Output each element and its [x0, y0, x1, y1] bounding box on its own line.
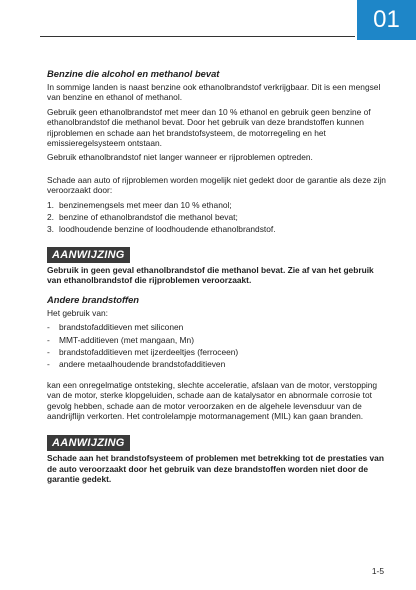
note-text: Schade aan het brandstofsysteem of problemen met betrekking tot de prestaties van de auto veroorzaakt door het gebruik van deze brandstoffen worden niet door de garantie gedekt. — [47, 453, 384, 485]
list-item: 1. benzinemengsels met meer dan 10 % ethanol; — [47, 199, 232, 210]
paragraph: Gebruik ethanolbrandstof niet langer wanneer er rijproblemen optreden. — [47, 152, 313, 163]
header-rule — [40, 36, 355, 37]
note-text: Gebruik in geen geval ethanolbrandstof die methanol bevat. Zie af van het gebruik van ethanolbrandstof die rijproblemen veroorzaakt. — [47, 264, 374, 286]
list-item: 3. loodhoudende benzine of loodhoudende ethanolbrandstof. — [47, 224, 276, 235]
paragraph: kan een onregelmatige ontsteking, slechte acceleratie, afslaan van de motor, verstopping van de motor, sterke klopgeluiden, schade aan de katalysator en abnormale corrosie tot gevolg hebben, schade aan de motor veroorzaken en de algehele levensduur van de aandrijflijn verkorten. Het controlelampje motormanagement (MIL) kan gaan branden. — [47, 379, 378, 421]
paragraph: Gebruik geen ethanolbrandstof met meer dan 10 % ethanol en gebruik geen benzine of ethanolbrandstof die methanol bevat. Door het gebruik van deze brandstoffen kunnen rijproblemen en schade aan het brandstofsysteem, de motorregeling en het emissieregelsysteem ontstaan. — [47, 106, 371, 149]
warranty-intro: Schade aan auto of rijproblemen worden mogelijk niet gedekt door de garantie als deze zijn veroorzaakt door: — [47, 174, 386, 196]
numbered-list — [47, 200, 387, 235]
list-item: - brandstofadditieven met siliconen — [47, 322, 184, 333]
section-heading-alcohol-methanol: Benzine die alcohol en methanol bevat — [47, 68, 220, 79]
page-number: 1-5 — [371, 566, 384, 576]
list-item: - MMT-additieven (met mangaan, Mn) — [47, 334, 194, 345]
manual-page-content — [47, 68, 387, 493]
paragraph: Het gebruik van: — [47, 307, 108, 318]
dash-list — [47, 322, 387, 370]
note-label: AANWIJZING — [47, 247, 130, 263]
section-heading-other-fuels: Andere brandstoffen — [47, 293, 140, 305]
list-item: 2. benzine of ethanolbrandstof die methanol bevat; — [47, 212, 238, 223]
note-label: AANWIJZING — [47, 435, 130, 451]
list-item: - brandstofadditieven met ijzerdeeltjes (ferroceen) — [47, 346, 239, 357]
list-item: - andere metaalhoudende brandstofadditieven — [47, 359, 226, 370]
chapter-tab: 01 — [357, 0, 416, 40]
paragraph: In sommige landen is naast benzine ook ethanolbrandstof verkrijgbaar. Dit is een mengsel van benzine en ethanol of methanol. — [47, 82, 381, 103]
